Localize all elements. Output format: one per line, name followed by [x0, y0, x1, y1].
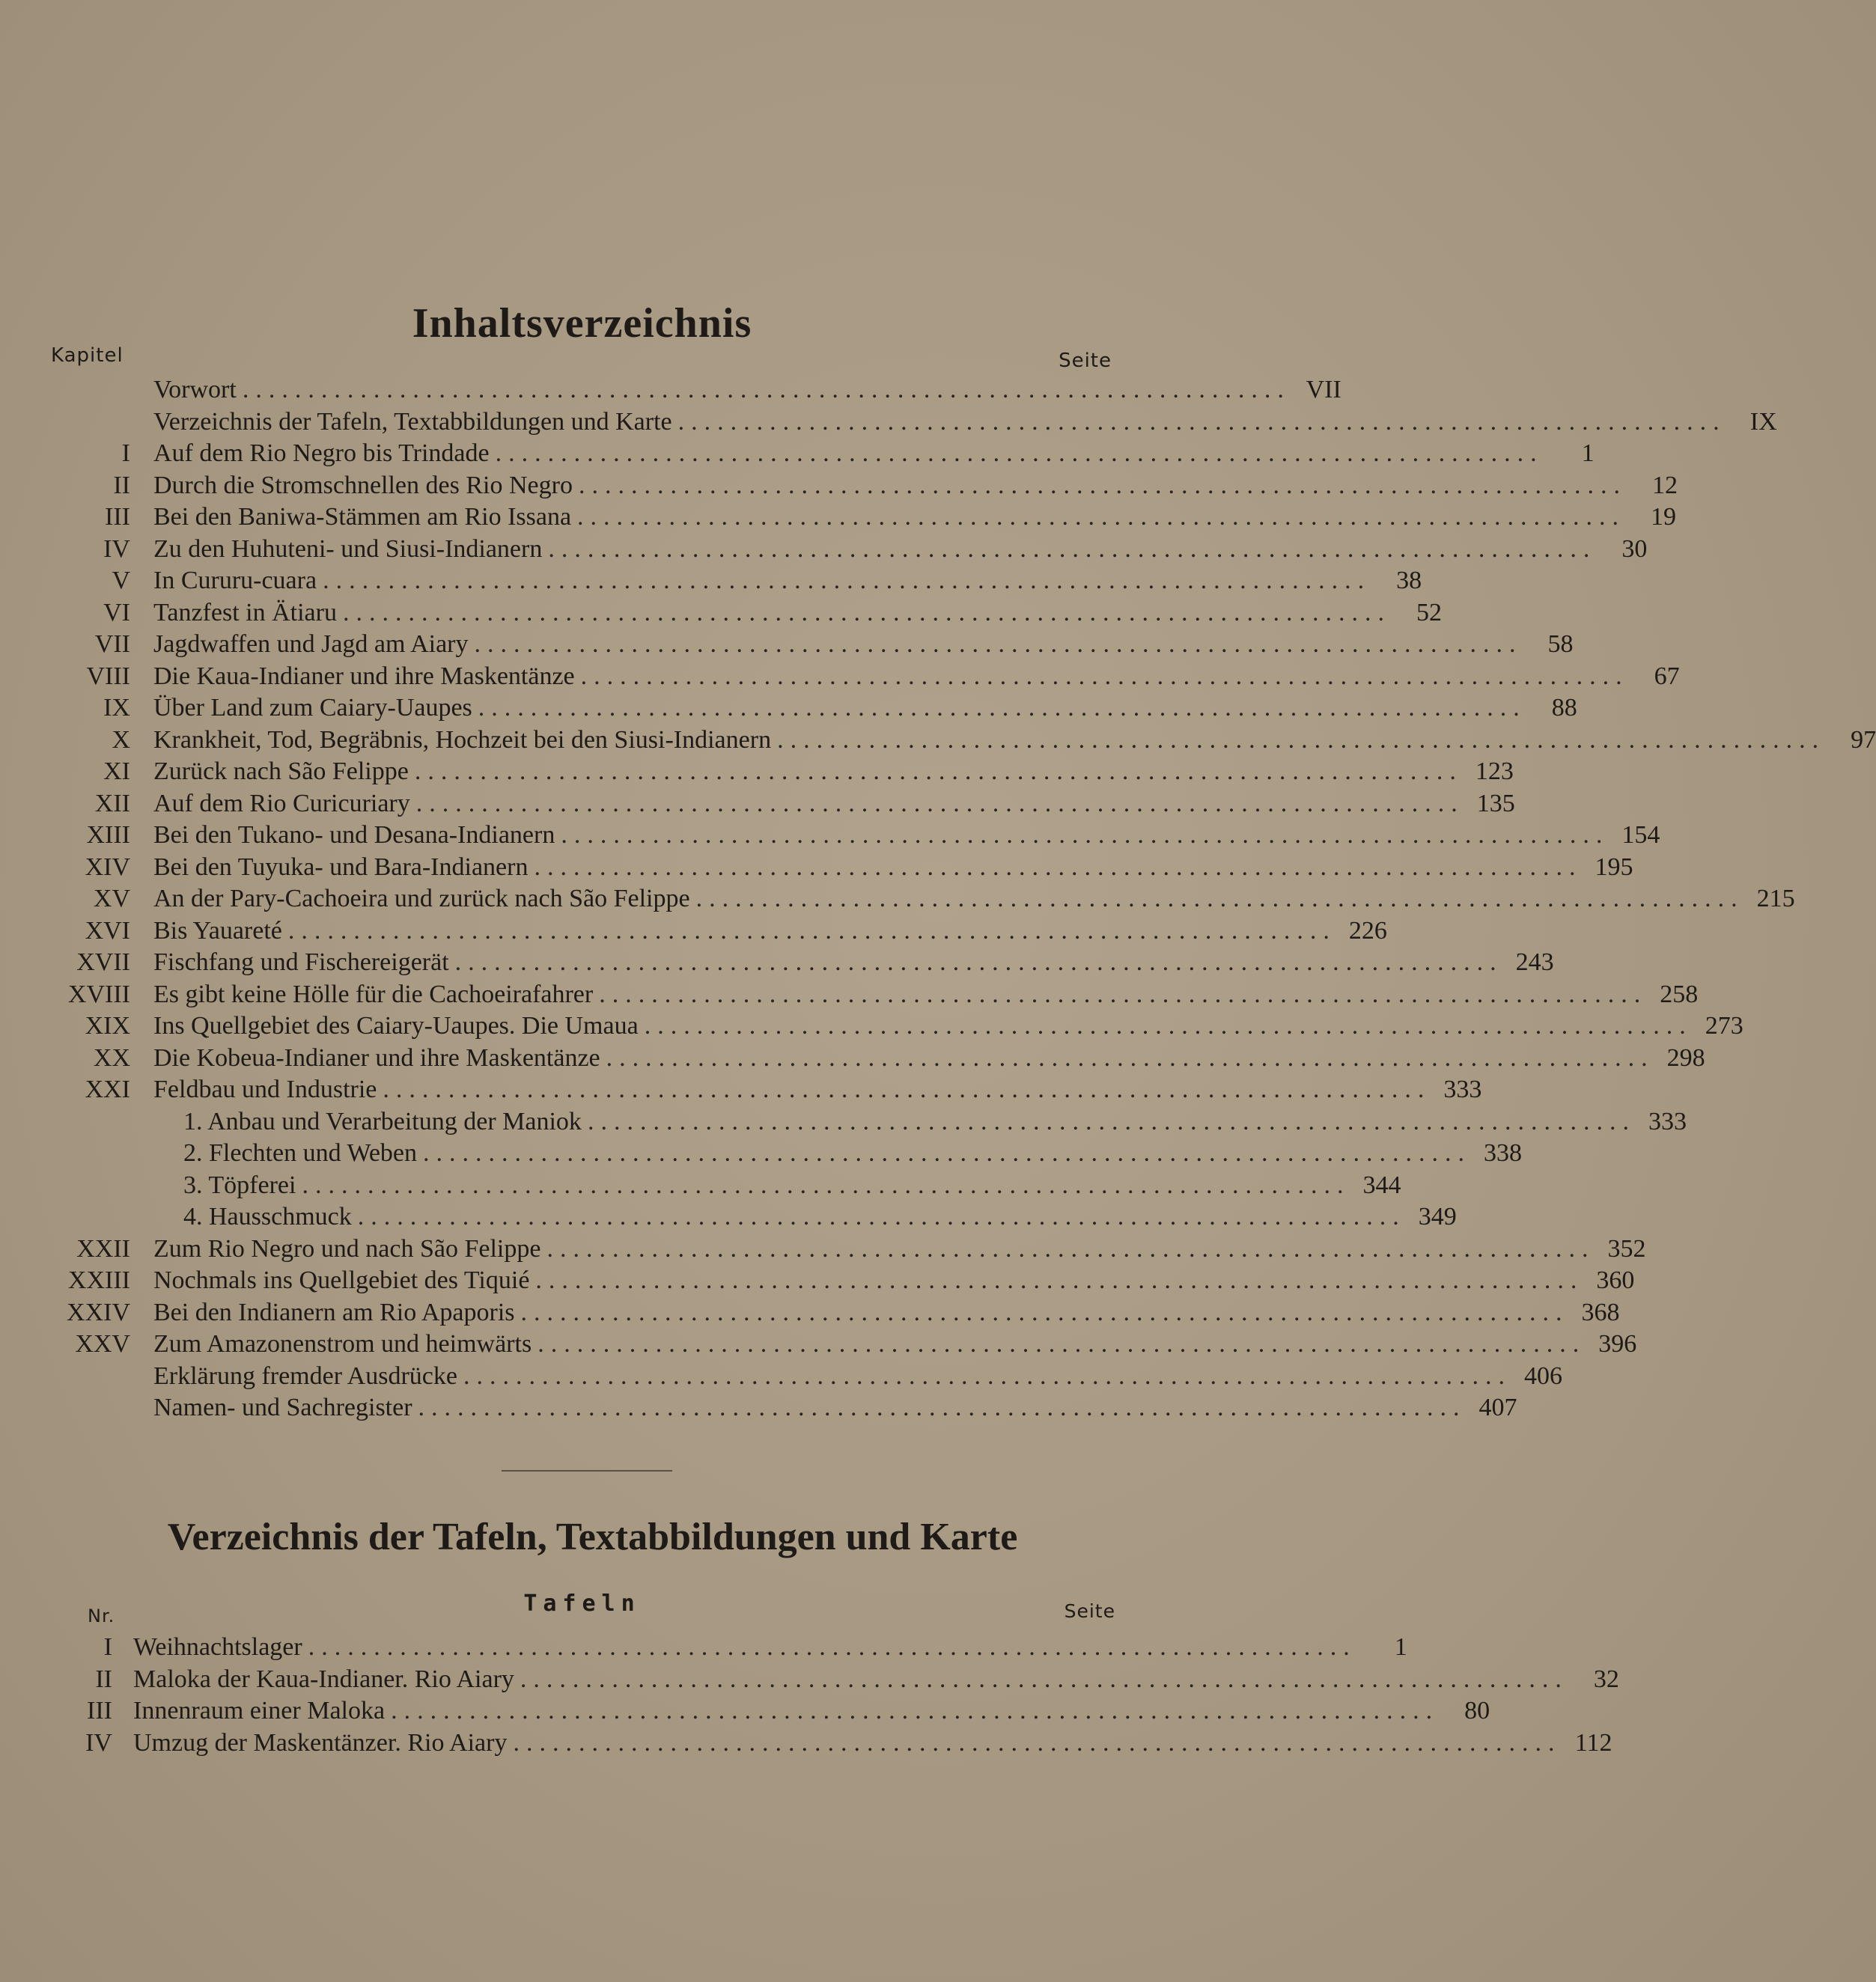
dot-leader: ................................................................................	[695, 885, 1744, 912]
entry-title: Umzug der Maskentänzer. Rio Aiary	[133, 1728, 508, 1757]
entry-title: Innenraum einer Maloka	[133, 1697, 386, 1725]
page-column-label: Seite	[1059, 350, 1112, 372]
toc-entry	[0, 1329, 1637, 1361]
toc-entry	[0, 470, 1678, 502]
dot-leader: ................................................................................	[599, 980, 1648, 1008]
dot-leader: ................................................................................	[242, 376, 1291, 403]
entry-title: Feldbau und Industrie	[153, 1076, 377, 1103]
entry-title: Bei den Tuyuka- und Bara-Indianern	[153, 853, 529, 881]
dot-leader: ................................................................................	[546, 1234, 1595, 1263]
toc-entry	[0, 692, 1577, 725]
entry-number: V	[112, 567, 130, 594]
dot-leader: ................................................................................	[587, 1107, 1636, 1135]
toc-entry	[0, 534, 1648, 566]
dot-leader: ................................................................................	[534, 853, 1583, 881]
entry-title: Weihnachtslager	[133, 1633, 302, 1661]
entry-title: Zum Rio Negro und nach São Felippe	[153, 1234, 541, 1263]
toc-entry	[0, 501, 1677, 534]
dot-leader: ................................................................................	[414, 757, 1463, 785]
dot-leader: ................................................................................	[495, 439, 1544, 467]
entry-page: 32	[1593, 1665, 1619, 1693]
toc-entry	[0, 883, 1795, 915]
entry-page: 123	[1475, 757, 1514, 785]
chapter-column-label: Kapitel	[51, 344, 124, 367]
dot-leader: ................................................................................	[777, 725, 1826, 754]
entry-page: 112	[1574, 1728, 1612, 1757]
entry-title: Auf dem Rio Curicuriary	[153, 789, 410, 817]
dot-leader: ................................................................................	[323, 567, 1371, 594]
plates-title: Verzeichnis der Tafeln, Textabbildungen und Karte	[167, 1516, 1018, 1558]
entry-number: XX	[93, 1043, 130, 1072]
entry-page: 80	[1464, 1697, 1490, 1725]
entry-page: 273	[1705, 1012, 1743, 1040]
entry-page: 67	[1654, 662, 1680, 690]
toc-entry	[0, 597, 1442, 629]
dot-leader: ................................................................................	[308, 1633, 1356, 1661]
entry-page: VII	[1306, 376, 1341, 403]
plates-section-heading: Tafeln	[523, 1591, 641, 1617]
entry-number: XVII	[76, 948, 130, 976]
entry-number: XXIV	[67, 1298, 130, 1326]
entry-title: 2. Flechten und Weben	[183, 1139, 418, 1167]
entry-number: XXIII	[67, 1266, 130, 1294]
entry-number: X	[112, 725, 130, 754]
toc-entry	[0, 661, 1680, 693]
entry-page: 349	[1418, 1203, 1457, 1231]
toc-entry	[0, 979, 1699, 1011]
entry-number: XXI	[85, 1076, 130, 1103]
entry-title: Krankheit, Tod, Begräbnis, Hochzeit bei den Siusi-Indianern	[153, 725, 772, 754]
toc-entry	[0, 820, 1660, 852]
entry-title: Maloka der Kaua-Indianer. Rio Aiary	[133, 1665, 514, 1693]
entry-page: 258	[1660, 980, 1699, 1008]
toc-entry	[0, 629, 1574, 661]
entry-page: 352	[1607, 1234, 1646, 1263]
entry-page: 195	[1595, 853, 1633, 881]
toc-entry	[0, 1201, 1457, 1234]
entry-page: 135	[1476, 789, 1515, 817]
entry-number: II	[95, 1665, 112, 1693]
entry-title: Tanzfest in Ätiaru	[153, 598, 337, 626]
entry-title: Über Land zum Caiary-Uaupes	[153, 694, 472, 722]
entry-number: XXII	[76, 1234, 130, 1263]
toc-entry	[0, 852, 1633, 884]
entry-title: Verzeichnis der Tafeln, Textabbildungen und Karte	[153, 407, 672, 436]
toc-entry	[0, 1728, 1612, 1760]
toc-entry	[0, 725, 1876, 757]
dot-leader: ................................................................................	[561, 821, 1609, 849]
dot-leader: ................................................................................	[391, 1697, 1440, 1725]
dot-leader: ................................................................................	[513, 1728, 1562, 1757]
toc-entry	[0, 1265, 1635, 1297]
dot-leader: ................................................................................	[357, 1203, 1406, 1231]
dot-leader: ................................................................................	[302, 1171, 1350, 1199]
entry-page: 344	[1362, 1171, 1401, 1199]
entry-title: Vorwort	[153, 376, 237, 403]
entry-number: XV	[93, 885, 130, 912]
dot-leader: ................................................................................	[478, 694, 1526, 722]
entry-page: 154	[1621, 821, 1660, 849]
dot-leader: ................................................................................	[537, 1330, 1586, 1358]
entry-title: Bei den Baniwa-Stämmen am Rio Issana	[153, 503, 572, 531]
entry-number: III	[105, 503, 130, 531]
entry-number: VIII	[86, 662, 130, 690]
toc-entry	[0, 438, 1595, 470]
dot-leader: ................................................................................	[463, 1362, 1511, 1390]
entry-page: 58	[1547, 630, 1574, 658]
entry-page: 396	[1598, 1330, 1637, 1358]
toc-entry	[0, 1074, 1482, 1106]
entry-title: Zu den Huhuteni- und Siusi-Indianern	[153, 534, 543, 563]
section-divider	[502, 1470, 672, 1472]
dot-leader: ................................................................................	[342, 598, 1391, 626]
toc-entry	[0, 1138, 1523, 1170]
entry-number: IV	[85, 1728, 112, 1757]
toc-entry	[0, 1043, 1705, 1075]
dot-leader: ................................................................................	[606, 1043, 1654, 1072]
dot-leader: ................................................................................	[454, 948, 1503, 976]
toc-entry	[0, 788, 1515, 820]
entry-title: Ins Quellgebiet des Caiary-Uaupes. Die Umaua	[153, 1012, 639, 1040]
toc-list	[0, 374, 1876, 1424]
entry-page: 407	[1478, 1394, 1517, 1421]
dot-leader: ................................................................................	[520, 1298, 1569, 1326]
entry-page: 30	[1621, 534, 1648, 563]
toc-entry	[0, 1361, 1562, 1393]
entry-title: Durch die Stromschnellen des Rio Negro	[153, 471, 573, 499]
dot-leader: ................................................................................	[423, 1139, 1472, 1167]
entry-page: 38	[1396, 567, 1422, 594]
entry-title: Bei den Indianern am Rio Apaporis	[153, 1298, 515, 1326]
toc-entry	[0, 756, 1514, 788]
entry-page: 52	[1416, 598, 1442, 626]
entry-title: Fischfang und Fischereigerät	[153, 948, 449, 976]
dot-leader: ................................................................................	[548, 534, 1597, 563]
entry-number: I	[103, 1633, 112, 1661]
toc-entry	[0, 1234, 1646, 1266]
entry-page: 338	[1484, 1139, 1523, 1167]
entry-page: 243	[1515, 948, 1554, 976]
entry-page: 333	[1648, 1107, 1687, 1135]
entry-title: Die Kobeua-Indianer und ihre Maskentänze	[153, 1043, 600, 1072]
dot-leader: ................................................................................	[578, 471, 1627, 499]
toc-entry	[0, 1170, 1401, 1202]
entry-number: IV	[103, 534, 130, 563]
entry-page: 1	[1581, 439, 1595, 467]
entry-number: XXV	[75, 1330, 130, 1358]
toc-entry	[0, 947, 1554, 979]
entry-page: 360	[1596, 1266, 1635, 1294]
entry-title: 3. Töpferei	[183, 1171, 296, 1199]
dot-leader: ................................................................................	[677, 407, 1726, 436]
entry-title: Es gibt keine Hölle für die Cachoeirafahrer	[153, 980, 594, 1008]
entry-number: XIII	[86, 821, 130, 849]
entry-number: II	[113, 471, 130, 499]
dot-leader: ................................................................................	[520, 1665, 1568, 1693]
entry-title: Bei den Tukano- und Desana-Indianern	[153, 821, 555, 849]
dot-leader: ................................................................................	[287, 916, 1336, 945]
toc-entry	[0, 1297, 1620, 1329]
entry-page: 19	[1651, 503, 1677, 531]
entry-number: IX	[103, 694, 130, 722]
toc-entry	[0, 406, 1777, 439]
entry-title: Erklärung fremder Ausdrücke	[153, 1362, 457, 1390]
entry-number: XI	[103, 757, 130, 785]
dot-leader: ................................................................................	[535, 1266, 1584, 1294]
toc-entry	[0, 1632, 1407, 1664]
entry-title: Die Kaua-Indianer und ihre Maskentänze	[153, 662, 575, 690]
entry-title: Zurück nach São Felippe	[153, 757, 409, 785]
entry-page: 333	[1443, 1076, 1482, 1103]
entry-number: XVI	[85, 916, 130, 945]
entry-page: 215	[1756, 885, 1795, 912]
entry-number: XII	[94, 789, 130, 817]
toc-entry	[0, 1664, 1619, 1696]
entry-number: III	[87, 1697, 112, 1725]
entry-page: 406	[1523, 1362, 1562, 1390]
entry-title: 4. Hausschmuck	[183, 1203, 352, 1231]
entry-title: Jagdwaffen und Jagd am Aiary	[153, 630, 469, 658]
toc-entry	[0, 1392, 1517, 1424]
entry-page: 97	[1851, 725, 1876, 754]
entry-page: 1	[1394, 1633, 1407, 1661]
entry-title: Nochmals ins Quellgebiet des Tiquié	[153, 1266, 530, 1294]
entry-title: Auf dem Rio Negro bis Trindade	[153, 439, 490, 467]
entry-page: 298	[1666, 1043, 1705, 1072]
dot-leader: ................................................................................	[418, 1394, 1467, 1421]
plates-list	[0, 1632, 1619, 1759]
entry-title: Namen- und Sachregister	[153, 1394, 412, 1421]
entry-title: An der Pary-Cachoeira und zurück nach São Felippe	[153, 885, 690, 912]
entry-page: 88	[1551, 694, 1577, 722]
dot-leader: ................................................................................	[644, 1012, 1693, 1040]
toc-entry	[0, 1695, 1490, 1728]
entry-number: XVIII	[67, 980, 130, 1008]
dot-leader: ................................................................................	[415, 789, 1464, 817]
entry-title: 1. Anbau und Verarbeitung der Maniok	[183, 1107, 582, 1135]
entry-number: VI	[103, 598, 130, 626]
dot-leader: ................................................................................	[577, 503, 1626, 531]
entry-page: IX	[1749, 407, 1777, 436]
number-column-label: Nr.	[88, 1606, 115, 1626]
entry-title: Zum Amazonenstrom und heimwärts	[153, 1330, 532, 1358]
plates-page-column-label: Seite	[1064, 1600, 1115, 1622]
entry-page: 226	[1348, 916, 1387, 945]
entry-page: 368	[1581, 1298, 1620, 1326]
toc-entry	[0, 915, 1387, 948]
dot-leader: ................................................................................	[383, 1076, 1431, 1103]
toc-entry	[0, 1010, 1743, 1043]
entry-number: XIV	[85, 853, 130, 881]
toc-entry	[0, 374, 1341, 406]
toc-entry	[0, 565, 1422, 597]
toc-title: Inhaltsverzeichnis	[412, 300, 752, 347]
entry-number: XIX	[85, 1012, 130, 1040]
entry-number: I	[121, 439, 130, 467]
dot-leader: ................................................................................	[580, 662, 1629, 690]
toc-entry	[0, 1106, 1687, 1138]
entry-title: In Cururu-cuara	[153, 567, 317, 594]
dot-leader: ................................................................................	[474, 630, 1523, 658]
entry-title: Bis Yauareté	[153, 916, 282, 945]
entry-page: 12	[1651, 471, 1678, 499]
entry-number: VII	[94, 630, 130, 658]
